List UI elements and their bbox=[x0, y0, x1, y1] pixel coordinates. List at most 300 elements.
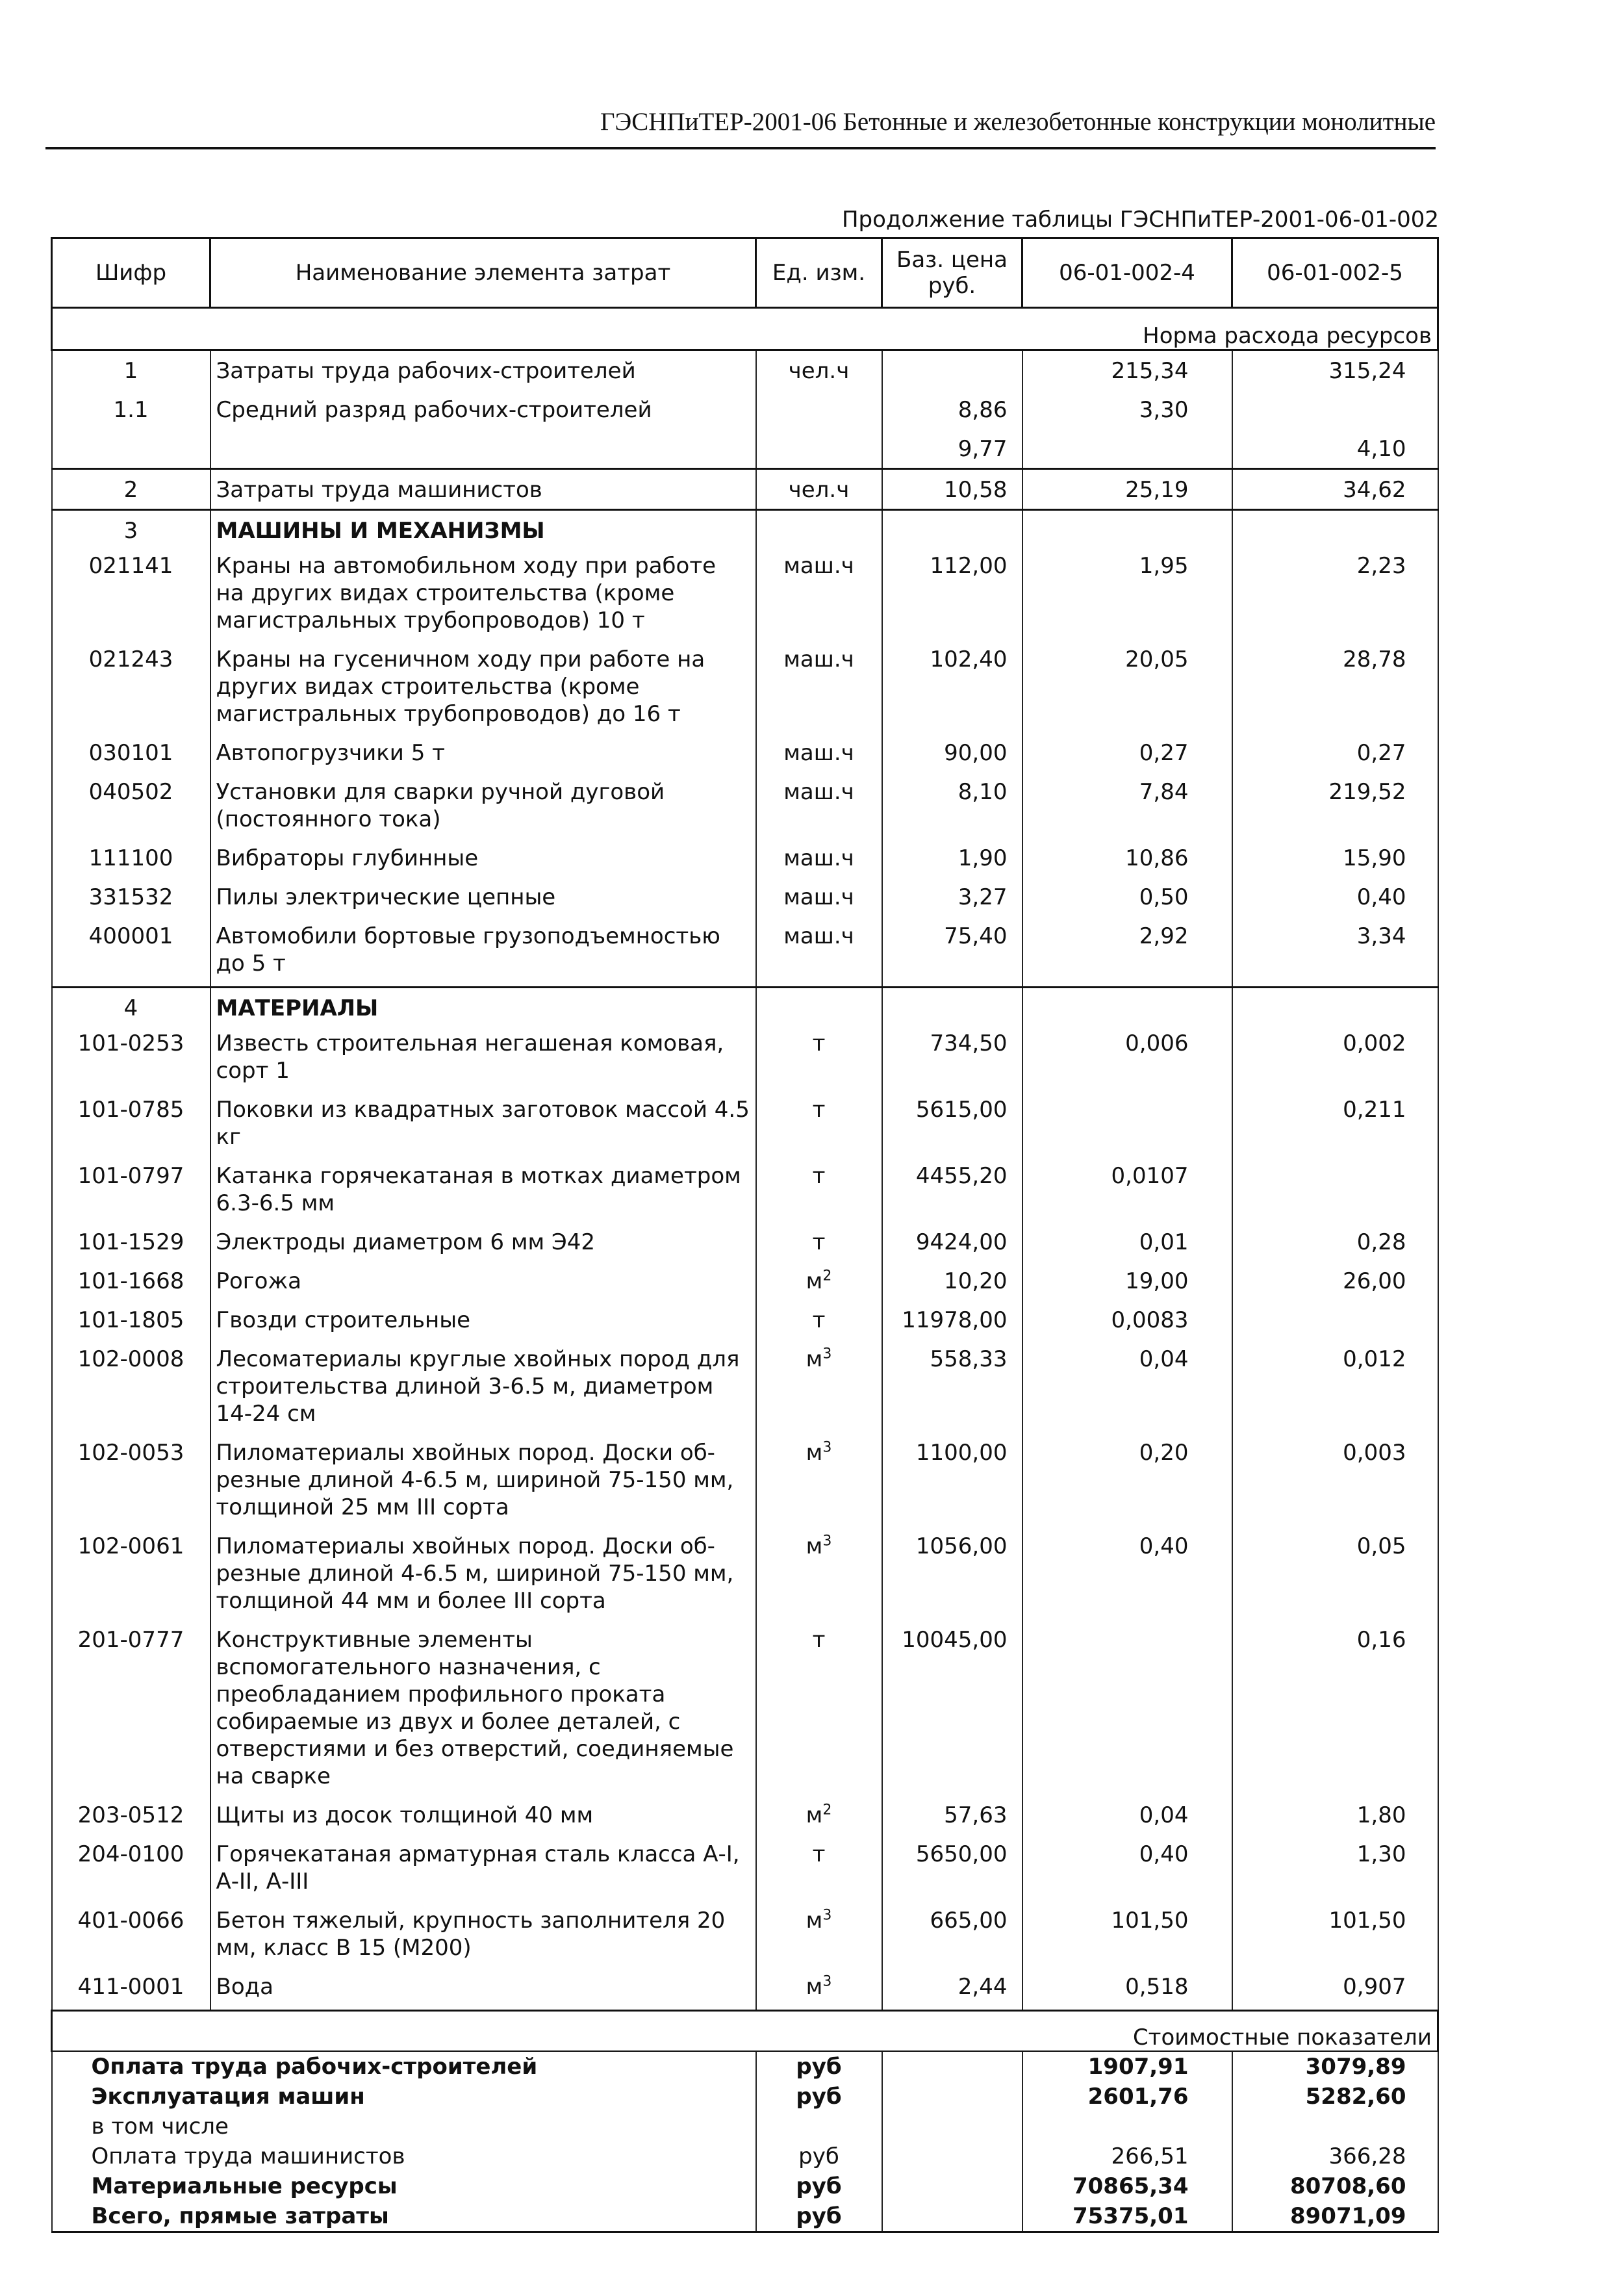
cost-norm-4 bbox=[1022, 2201, 1232, 2232]
cell-price-text: 558,33 bbox=[930, 1346, 1008, 1372]
cell-unit bbox=[756, 429, 882, 469]
cell-norm-4-text: 20,05 bbox=[1125, 646, 1189, 672]
cell-norm-5 bbox=[1232, 916, 1438, 988]
cost-norm-4 bbox=[1022, 2141, 1232, 2171]
cell-code-text: 102-0061 bbox=[77, 1533, 184, 1559]
cell-code bbox=[52, 1339, 210, 1433]
cell-code bbox=[52, 1795, 210, 1834]
cell-norm-5-text: 101,50 bbox=[1328, 1908, 1406, 1934]
cell-norm-4 bbox=[1022, 838, 1232, 877]
cell-name bbox=[210, 350, 756, 390]
cost-unit bbox=[756, 2141, 882, 2171]
cell-norm-5-text: 3,34 bbox=[1356, 923, 1406, 949]
cell-unit bbox=[756, 1433, 882, 1526]
cell-code-text: 1 bbox=[123, 358, 138, 384]
cell-code-text: 4 bbox=[123, 995, 138, 1021]
cost-name bbox=[52, 2112, 756, 2141]
cell-code bbox=[52, 469, 210, 510]
cell-unit bbox=[756, 772, 882, 838]
cell-code-text: 101-0785 bbox=[77, 1097, 184, 1123]
cost-name-text: Оплата труда машинистов bbox=[91, 2143, 405, 2169]
cell-price bbox=[882, 1222, 1022, 1261]
cost-norm-4-text: 2601,76 bbox=[1087, 2084, 1189, 2110]
cell-norm-5-text: 34,62 bbox=[1343, 477, 1406, 503]
cell-name bbox=[210, 1222, 756, 1261]
cell-norm-4 bbox=[1022, 1300, 1232, 1339]
table-row bbox=[52, 1339, 1438, 1433]
cell-norm-4 bbox=[1022, 1526, 1232, 1620]
cost-price bbox=[882, 2171, 1022, 2201]
cell-unit-superscript: 2 bbox=[822, 1802, 832, 1819]
cell-norm-5 bbox=[1232, 1090, 1438, 1156]
table-row bbox=[52, 1620, 1438, 1795]
cell-unit-text: маш.ч bbox=[783, 553, 854, 579]
cost-norm-4-text: 266,51 bbox=[1111, 2143, 1189, 2169]
cell-code bbox=[52, 877, 210, 916]
cell-code-text: 400001 bbox=[88, 923, 173, 949]
cell-unit-text: т bbox=[812, 1627, 826, 1653]
cell-norm-5-text: 28,78 bbox=[1343, 646, 1406, 672]
cell-norm-4-text: 1,95 bbox=[1139, 553, 1189, 579]
cell-code bbox=[52, 733, 210, 772]
cost-row bbox=[52, 2082, 1438, 2112]
cell-unit bbox=[756, 1156, 882, 1222]
cell-code-text: 101-1529 bbox=[77, 1229, 184, 1255]
cell-norm-4 bbox=[1022, 1261, 1232, 1300]
cell-price-text: 665,00 bbox=[930, 1908, 1008, 1934]
table-row bbox=[52, 639, 1438, 733]
cell-code bbox=[52, 1023, 210, 1090]
cell-code bbox=[52, 390, 210, 429]
cost-price bbox=[882, 2082, 1022, 2112]
cell-code bbox=[52, 916, 210, 988]
cell-unit-text: т bbox=[812, 1097, 826, 1123]
cell-name bbox=[210, 988, 756, 1024]
cell-price bbox=[882, 1156, 1022, 1222]
cell-code-text: 401-0066 bbox=[77, 1908, 184, 1934]
cell-code-text: 204-0100 bbox=[77, 1841, 184, 1867]
cell-code bbox=[52, 838, 210, 877]
cost-norm-5 bbox=[1232, 2082, 1438, 2112]
cell-code bbox=[52, 772, 210, 838]
cell-norm-4-text: 25,19 bbox=[1125, 477, 1189, 503]
cell-name-text: Конструктивные элементы вспомогательного назначения, с преобладанием профильного проката собираемые из двух и более деталей, с отверстиями и без отверстий, соединяемые на сварке bbox=[216, 1627, 734, 1789]
cell-norm-5-text: 4,10 bbox=[1356, 436, 1406, 462]
cell-unit-text: т bbox=[812, 1163, 826, 1189]
cell-unit-text: маш.ч bbox=[783, 845, 854, 871]
cost-row bbox=[52, 2171, 1438, 2201]
cell-norm-5 bbox=[1232, 1261, 1438, 1300]
cell-norm-5-text: 0,012 bbox=[1343, 1346, 1406, 1372]
cell-norm-4-text: 0,0107 bbox=[1111, 1163, 1189, 1189]
cell-norm-5 bbox=[1232, 838, 1438, 877]
cell-name bbox=[210, 1023, 756, 1090]
cell-norm-5-text: 1,80 bbox=[1356, 1802, 1406, 1828]
cell-code bbox=[52, 1300, 210, 1339]
cell-norm-4 bbox=[1022, 1795, 1232, 1834]
cell-norm-5 bbox=[1232, 988, 1438, 1024]
cell-code-text: 101-1805 bbox=[77, 1307, 184, 1333]
cell-code-text: 101-1668 bbox=[77, 1268, 184, 1294]
cost-label-row bbox=[52, 2011, 1438, 2052]
cell-unit-text: маш.ч bbox=[783, 646, 854, 672]
cell-norm-5 bbox=[1232, 1795, 1438, 1834]
cell-norm-5 bbox=[1232, 639, 1438, 733]
cell-price bbox=[882, 1023, 1022, 1090]
table-row bbox=[52, 429, 1438, 469]
cell-norm-5 bbox=[1232, 1967, 1438, 2011]
cell-code bbox=[52, 1222, 210, 1261]
cell-norm-4 bbox=[1022, 350, 1232, 390]
cell-norm-5-text: 0,27 bbox=[1356, 740, 1406, 766]
cell-unit-text: т bbox=[812, 1030, 826, 1056]
cell-norm-4-text: 0,0083 bbox=[1111, 1307, 1189, 1333]
cell-unit-superscript: 3 bbox=[822, 1907, 832, 1924]
cell-name bbox=[210, 1795, 756, 1834]
cell-unit-text: м bbox=[806, 1346, 823, 1372]
cell-name-text: Затраты труда рабочих-строителей bbox=[216, 358, 636, 384]
cell-norm-4-text: 215,34 bbox=[1111, 358, 1189, 384]
cell-price bbox=[882, 469, 1022, 510]
cell-norm-4-text: 0,50 bbox=[1139, 884, 1189, 910]
cell-norm-4-text: 3,30 bbox=[1139, 397, 1189, 423]
cell-norm-4-text: 0,20 bbox=[1139, 1440, 1189, 1466]
cell-norm-5 bbox=[1232, 429, 1438, 469]
cell-norm-4-text: 7,84 bbox=[1139, 779, 1189, 805]
cell-price-text: 9,77 bbox=[958, 436, 1008, 462]
cell-norm-5 bbox=[1232, 1526, 1438, 1620]
cell-name-text: Известь строительная негашеная комовая, сорт 1 bbox=[216, 1030, 724, 1084]
cell-norm-4-text: 0,04 bbox=[1139, 1346, 1189, 1372]
cell-name bbox=[210, 1900, 756, 1967]
page-header bbox=[45, 97, 1436, 149]
cell-norm-5-text: 0,05 bbox=[1356, 1533, 1406, 1559]
cost-norm-4 bbox=[1022, 2082, 1232, 2112]
cell-norm-4-text: 0,01 bbox=[1139, 1229, 1189, 1255]
cell-code bbox=[52, 350, 210, 390]
cost-norm-5 bbox=[1232, 2141, 1438, 2171]
table-row bbox=[52, 1526, 1438, 1620]
cell-unit-text: м bbox=[806, 1440, 823, 1466]
cost-norm-5-text: 5282,60 bbox=[1305, 2084, 1406, 2110]
cell-price bbox=[882, 877, 1022, 916]
table-row bbox=[52, 1023, 1438, 1090]
cell-norm-5 bbox=[1232, 546, 1438, 639]
cost-price bbox=[882, 2141, 1022, 2171]
cell-norm-5-text: 26,00 bbox=[1343, 1268, 1406, 1294]
cell-price-text: 57,63 bbox=[944, 1802, 1008, 1828]
table-row bbox=[52, 1967, 1438, 2011]
cell-norm-4 bbox=[1022, 733, 1232, 772]
col-header-norm-5: 06-01-002-5 bbox=[1232, 238, 1438, 308]
cell-name-text: Установки для сварки ручной дуговой (постоянного тока) bbox=[216, 779, 665, 832]
cell-price-text: 9424,00 bbox=[915, 1229, 1008, 1255]
table-row bbox=[52, 1222, 1438, 1261]
cell-price-text: 2,44 bbox=[958, 1974, 1008, 2000]
cell-code-text: 203-0512 bbox=[77, 1802, 184, 1828]
table-row bbox=[52, 1433, 1438, 1526]
cell-price-text: 11978,00 bbox=[902, 1307, 1008, 1333]
cell-name-text: МАШИНЫ И МЕХАНИЗМЫ bbox=[216, 518, 545, 544]
cell-price-text: 734,50 bbox=[930, 1030, 1008, 1056]
cell-norm-4 bbox=[1022, 877, 1232, 916]
cell-name-text: Пилы электрические цепные bbox=[216, 884, 556, 910]
cell-name-text: Краны на автомобильном ходу при работе на других видах строительства (кроме магистральных трубопроводов) 10 т bbox=[216, 553, 717, 633]
table-row bbox=[52, 877, 1438, 916]
cell-code-text: 102-0053 bbox=[77, 1440, 184, 1466]
table-row bbox=[52, 1261, 1438, 1300]
cell-unit-text: т bbox=[812, 1841, 826, 1867]
cell-norm-4 bbox=[1022, 1222, 1232, 1261]
cell-norm-4-text: 10,86 bbox=[1125, 845, 1189, 871]
table-row bbox=[52, 1900, 1438, 1967]
cell-unit bbox=[756, 510, 882, 546]
cell-code-text: 3 bbox=[123, 518, 138, 544]
cell-price bbox=[882, 1090, 1022, 1156]
cell-unit bbox=[756, 1300, 882, 1339]
cell-price bbox=[882, 429, 1022, 469]
cell-norm-5 bbox=[1232, 510, 1438, 546]
cell-price-text: 10,20 bbox=[944, 1268, 1008, 1294]
cost-name bbox=[52, 2171, 756, 2201]
cell-unit-text: т bbox=[812, 1307, 826, 1333]
cell-code bbox=[52, 1156, 210, 1222]
cell-norm-5-text: 15,90 bbox=[1343, 845, 1406, 871]
cell-norm-5-text: 0,211 bbox=[1343, 1097, 1406, 1123]
col-header-name: Наименование элемента затрат bbox=[210, 238, 756, 308]
cell-unit bbox=[756, 1620, 882, 1795]
cell-unit bbox=[756, 469, 882, 510]
cell-code-text: 040502 bbox=[88, 779, 173, 805]
cell-norm-4-text: 0,27 bbox=[1139, 740, 1189, 766]
cell-norm-5-text: 0,907 bbox=[1343, 1974, 1406, 2000]
cell-unit-text: т bbox=[812, 1229, 826, 1255]
cell-price-text: 90,00 bbox=[944, 740, 1008, 766]
cell-norm-5 bbox=[1232, 469, 1438, 510]
cost-name bbox=[52, 2141, 756, 2171]
cell-price bbox=[882, 1300, 1022, 1339]
cost-row bbox=[52, 2112, 1438, 2141]
cost-name bbox=[52, 2201, 756, 2232]
cell-name-text: Бетон тяжелый, крупность заполнителя 20 мм, класс В 15 (М200) bbox=[216, 1908, 726, 1961]
cell-price bbox=[882, 838, 1022, 877]
cell-name bbox=[210, 772, 756, 838]
cell-norm-5-text: 1,30 bbox=[1356, 1841, 1406, 1867]
cell-unit-text: м bbox=[806, 1974, 823, 2000]
cost-norm-5 bbox=[1232, 2201, 1438, 2232]
cell-name-text: Автопогрузчики 5 т bbox=[216, 740, 445, 766]
cell-name bbox=[210, 838, 756, 877]
cell-code-text: 101-0797 bbox=[77, 1163, 184, 1189]
cell-unit bbox=[756, 1795, 882, 1834]
cell-name-text: Вибраторы глубинные bbox=[216, 845, 479, 871]
cell-price bbox=[882, 1795, 1022, 1834]
cell-norm-4 bbox=[1022, 1900, 1232, 1967]
cell-name-text: Катанка горячекатаная в мотках диаметром 6.3-6.5 мм bbox=[216, 1163, 741, 1216]
cell-code bbox=[52, 1090, 210, 1156]
table-row bbox=[52, 546, 1438, 639]
cell-unit-superscript: 2 bbox=[822, 1268, 832, 1284]
cell-code bbox=[52, 1620, 210, 1795]
cell-code bbox=[52, 1526, 210, 1620]
cell-code bbox=[52, 639, 210, 733]
cell-code bbox=[52, 429, 210, 469]
cell-price-text: 1,90 bbox=[958, 845, 1008, 871]
cell-price bbox=[882, 772, 1022, 838]
cost-price bbox=[882, 2051, 1022, 2082]
cell-name bbox=[210, 733, 756, 772]
cell-unit bbox=[756, 1023, 882, 1090]
cell-unit-text: м bbox=[806, 1802, 823, 1828]
cell-unit bbox=[756, 1834, 882, 1900]
cell-norm-4-text: 0,04 bbox=[1139, 1802, 1189, 1828]
cell-code bbox=[52, 546, 210, 639]
cost-unit-text: руб bbox=[796, 2203, 842, 2229]
cost-unit bbox=[756, 2171, 882, 2201]
cell-norm-5-text: 315,24 bbox=[1328, 358, 1406, 384]
cell-price-text: 5615,00 bbox=[915, 1097, 1008, 1123]
cell-unit-superscript: 3 bbox=[822, 1346, 832, 1362]
cost-price bbox=[882, 2201, 1022, 2232]
cell-unit-text: чел.ч bbox=[788, 477, 850, 503]
cell-price bbox=[882, 510, 1022, 546]
cost-unit bbox=[756, 2082, 882, 2112]
table-row bbox=[52, 733, 1438, 772]
cell-norm-4 bbox=[1022, 1156, 1232, 1222]
cell-norm-4 bbox=[1022, 1620, 1232, 1795]
cell-name bbox=[210, 1156, 756, 1222]
cell-price bbox=[882, 1261, 1022, 1300]
cell-norm-4 bbox=[1022, 429, 1232, 469]
cell-code-text: 411-0001 bbox=[77, 1974, 184, 2000]
cell-price bbox=[882, 1526, 1022, 1620]
cell-norm-4 bbox=[1022, 1023, 1232, 1090]
cell-unit-text: м bbox=[806, 1908, 823, 1934]
cell-unit bbox=[756, 1090, 882, 1156]
cell-unit bbox=[756, 546, 882, 639]
cost-norm-4-text: 70865,34 bbox=[1072, 2173, 1189, 2199]
cell-price bbox=[882, 350, 1022, 390]
cell-code bbox=[52, 510, 210, 546]
cost-row bbox=[52, 2201, 1438, 2232]
col-header-code: Шифр bbox=[52, 238, 210, 308]
cost-unit bbox=[756, 2051, 882, 2082]
cell-name-text: Гвозди строительные bbox=[216, 1307, 471, 1333]
cell-unit-superscript: 3 bbox=[822, 1439, 832, 1456]
cell-unit-text: маш.ч bbox=[783, 923, 854, 949]
cost-unit-text: руб bbox=[796, 2173, 842, 2199]
cell-name-text: Автомобили бортовые грузоподъемностью до 5 т bbox=[216, 923, 720, 977]
cost-row bbox=[52, 2051, 1438, 2082]
cell-unit bbox=[756, 350, 882, 390]
cell-name bbox=[210, 469, 756, 510]
cell-norm-5 bbox=[1232, 390, 1438, 429]
cell-norm-4-text: 0,40 bbox=[1139, 1533, 1189, 1559]
cell-code-text: 102-0008 bbox=[77, 1346, 184, 1372]
cell-norm-4 bbox=[1022, 916, 1232, 988]
section-row bbox=[52, 988, 1438, 1024]
cell-norm-5 bbox=[1232, 1433, 1438, 1526]
cell-name bbox=[210, 1526, 756, 1620]
cell-norm-4 bbox=[1022, 988, 1232, 1024]
col-header-norm-4: 06-01-002-4 bbox=[1022, 238, 1232, 308]
col-header-unit: Ед. изм. bbox=[756, 238, 882, 308]
cell-code bbox=[52, 1967, 210, 2011]
cell-unit-text: маш.ч bbox=[783, 740, 854, 766]
cost-name-text: Эксплуатация машин bbox=[91, 2084, 365, 2110]
cell-price bbox=[882, 390, 1022, 429]
cost-unit bbox=[756, 2112, 882, 2141]
cost-norm-4 bbox=[1022, 2171, 1232, 2201]
cell-unit bbox=[756, 877, 882, 916]
cost-unit bbox=[756, 2201, 882, 2232]
cell-norm-4 bbox=[1022, 390, 1232, 429]
cost-name-text: Материальные ресурсы bbox=[91, 2173, 398, 2199]
cost-name bbox=[52, 2051, 756, 2082]
cell-name bbox=[210, 1433, 756, 1526]
cell-price bbox=[882, 1339, 1022, 1433]
cell-price-text: 112,00 bbox=[930, 553, 1008, 579]
table-continuation-caption: Продолжение таблицы ГЭСНПиТЕР-2001-06-01-002 bbox=[841, 207, 1439, 233]
cell-norm-4-text: 101,50 bbox=[1111, 1908, 1189, 1934]
cost-name bbox=[52, 2082, 756, 2112]
cell-norm-5 bbox=[1232, 1620, 1438, 1795]
cell-norm-5 bbox=[1232, 733, 1438, 772]
cell-price-text: 8,86 bbox=[958, 397, 1008, 423]
cell-name-text: Горячекатаная арматурная сталь класса А-I, А-II, А-III bbox=[216, 1841, 740, 1895]
norm-label-row bbox=[52, 308, 1438, 350]
cost-unit-text: руб bbox=[796, 2084, 842, 2110]
cell-code-text: 201-0777 bbox=[77, 1627, 184, 1653]
cell-name-text: Пиломатериалы хвойных пород. Доски об-резные длиной 4-6.5 м, шириной 75-150 мм, толщиной 44 мм и более III сорта bbox=[216, 1533, 734, 1614]
cell-price-text: 10045,00 bbox=[902, 1627, 1008, 1653]
cell-name-text: Краны на гусеничном ходу при работе на других видах строительства (кроме магистральных трубопроводов) до 16 т bbox=[216, 646, 705, 727]
cell-price-text: 10,58 bbox=[944, 477, 1008, 503]
cell-code-text: 2 bbox=[123, 477, 138, 503]
cell-price-text: 1100,00 bbox=[915, 1440, 1008, 1466]
cell-norm-5-text: 2,23 bbox=[1356, 553, 1406, 579]
cell-name-text: Пиломатериалы хвойных пород. Доски об-резные длиной 4-6.5 м, шириной 75-150 мм, толщиной 25 мм III сорта bbox=[216, 1440, 734, 1520]
cell-norm-4 bbox=[1022, 546, 1232, 639]
cell-norm-5 bbox=[1232, 1834, 1438, 1900]
cell-code-text: 331532 bbox=[88, 884, 173, 910]
cost-norm-5-text: 366,28 bbox=[1328, 2143, 1406, 2169]
table-row bbox=[52, 1300, 1438, 1339]
cell-price bbox=[882, 733, 1022, 772]
cell-norm-4 bbox=[1022, 1090, 1232, 1156]
cell-unit-text: м bbox=[806, 1533, 823, 1559]
cell-price-text: 8,10 bbox=[958, 779, 1008, 805]
cost-norm-5 bbox=[1232, 2112, 1438, 2141]
col-header-price: Баз. цена руб. bbox=[882, 238, 1022, 308]
cell-unit-text: чел.ч bbox=[788, 358, 850, 384]
table-row bbox=[52, 916, 1438, 988]
cell-price-text: 3,27 bbox=[958, 884, 1008, 910]
cell-name-text: Лесоматериалы круглые хвойных пород для строительства длиной 3-6.5 м, диаметром 14-24 см bbox=[216, 1346, 740, 1427]
table-row bbox=[52, 1156, 1438, 1222]
cell-price-text: 102,40 bbox=[930, 646, 1008, 672]
cell-price bbox=[882, 1834, 1022, 1900]
cell-norm-4 bbox=[1022, 1433, 1232, 1526]
cost-norm-5 bbox=[1232, 2051, 1438, 2082]
table-row bbox=[52, 1834, 1438, 1900]
cell-price-text: 75,40 bbox=[944, 923, 1008, 949]
cell-price bbox=[882, 1620, 1022, 1795]
table-row bbox=[52, 1795, 1438, 1834]
cell-unit-text: м bbox=[806, 1268, 823, 1294]
cell-norm-4 bbox=[1022, 1967, 1232, 2011]
cell-unit bbox=[756, 1339, 882, 1433]
